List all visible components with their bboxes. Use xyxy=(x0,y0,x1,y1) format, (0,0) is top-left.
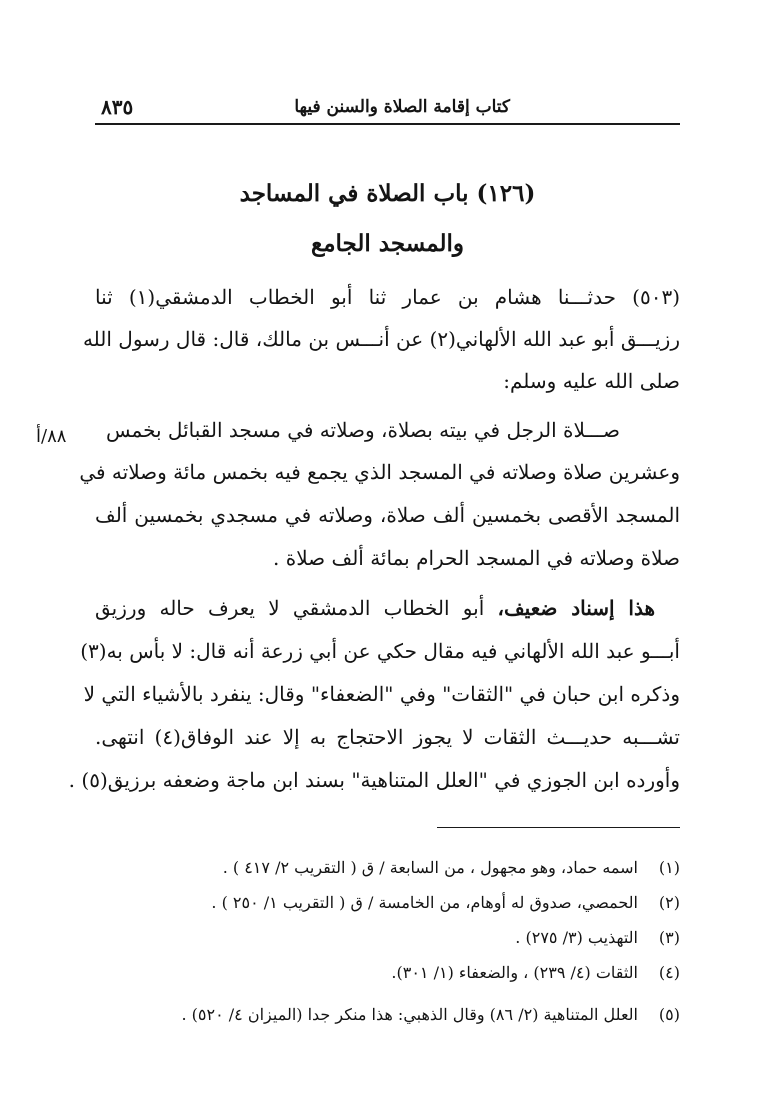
footnote xyxy=(140,928,680,948)
body-line: وعشرين صلاة وصلاته في المسجد الذي يجمع فيه بخمس مائة وصلاته في xyxy=(79,460,680,484)
footnote-text: الحمصي، صدوق له أوهام، من الخامسة / ق ( التقريب ١/ ٢٥٠ ) . xyxy=(211,893,638,912)
body-line: تشـــبه حديـــث الثقات لا يجوز الاحتجاج به إلا عند الوفاق(٤) انتهى. xyxy=(95,725,680,749)
body-line-rest: أبو الخطاب الدمشقي لا يعرف حاله ورزيق xyxy=(95,596,498,620)
footnote-text: اسمه حماد، وهو مجهول ، من السابعة / ق ( التقريب ٢/ ٤١٧ ) . xyxy=(222,858,638,877)
page-header xyxy=(95,95,680,125)
running-title: كتاب إقامة الصلاة والسنن فيها xyxy=(294,97,510,117)
margin-folio-note: ٨٨/أ xyxy=(36,426,67,447)
body-line: رزيـــق أبو عبد الله الألهاني(٢) عن أنـــس بن مالك، قال: قال رسول الله xyxy=(82,327,680,351)
body-line: المسجد الأقصى بخمسين ألف صلاة، وصلاته في مسجدي بخمسين ألف xyxy=(95,503,681,527)
footnote-text: الثقات (٤/ ٢٣٩) ، والضعفاء (١/ ٣٠١). xyxy=(391,963,638,982)
footnote-number: (٢) xyxy=(658,893,680,912)
body-line: صلاة وصلاته في المسجد الحرام بمائة ألف صلاة . xyxy=(273,546,680,570)
body-line: (٥٠٣) حدثـــنا هشام بن عمار ثنا أبو الخطاب الدمشقي(١) ثنا xyxy=(95,285,680,309)
footnote-text: العلل المتناهية (٢/ ٨٦) وقال الذهبي: هذا منكر جدا (الميزان ٤/ ٥٢٠) . xyxy=(181,1005,638,1024)
footnote-text: التهذيب (٣/ ٢٧٥) . xyxy=(515,928,638,947)
footnote-number: (٥) xyxy=(658,1005,680,1024)
footnote xyxy=(140,858,680,878)
body-line: صـــلاة الرجل في بيته بصلاة، وصلاته في مسجد القبائل بخمس xyxy=(106,418,620,442)
footnote-separator xyxy=(437,827,680,828)
footnote xyxy=(140,893,680,913)
footnote-number: (٤) xyxy=(658,963,680,982)
chapter-title-line-2: والمسجد الجامع xyxy=(310,230,465,257)
body-line: صلى الله عليه وسلم: xyxy=(503,369,680,393)
footnote-number: (١) xyxy=(658,858,680,877)
body-line: وذكره ابن حبان في "الثقات" وفي "الضعفاء" وقال: ينفرد بالأشياء التي لا xyxy=(83,682,680,706)
footnote xyxy=(140,963,680,983)
footnote xyxy=(140,1005,680,1025)
body-line xyxy=(95,596,655,620)
footnote-number: (٣) xyxy=(658,928,680,947)
chapter-title-line-1: (١٢٦) باب الصلاة في المساجد xyxy=(239,180,536,207)
body-line: أبـــو عبد الله الألهاني فيه مقال حكي عن أبي زرعة أنه قال: لا بأس به(٣) xyxy=(80,639,680,663)
body-line: وأورده ابن الجوزي في "العلل المتناهية" بسند ابن ماجة وضعفه برزيق(٥) . xyxy=(68,768,680,792)
page-number: ٨٣٥ xyxy=(101,95,134,119)
bold-phrase: هذا إسناد ضعيف، xyxy=(497,596,656,620)
